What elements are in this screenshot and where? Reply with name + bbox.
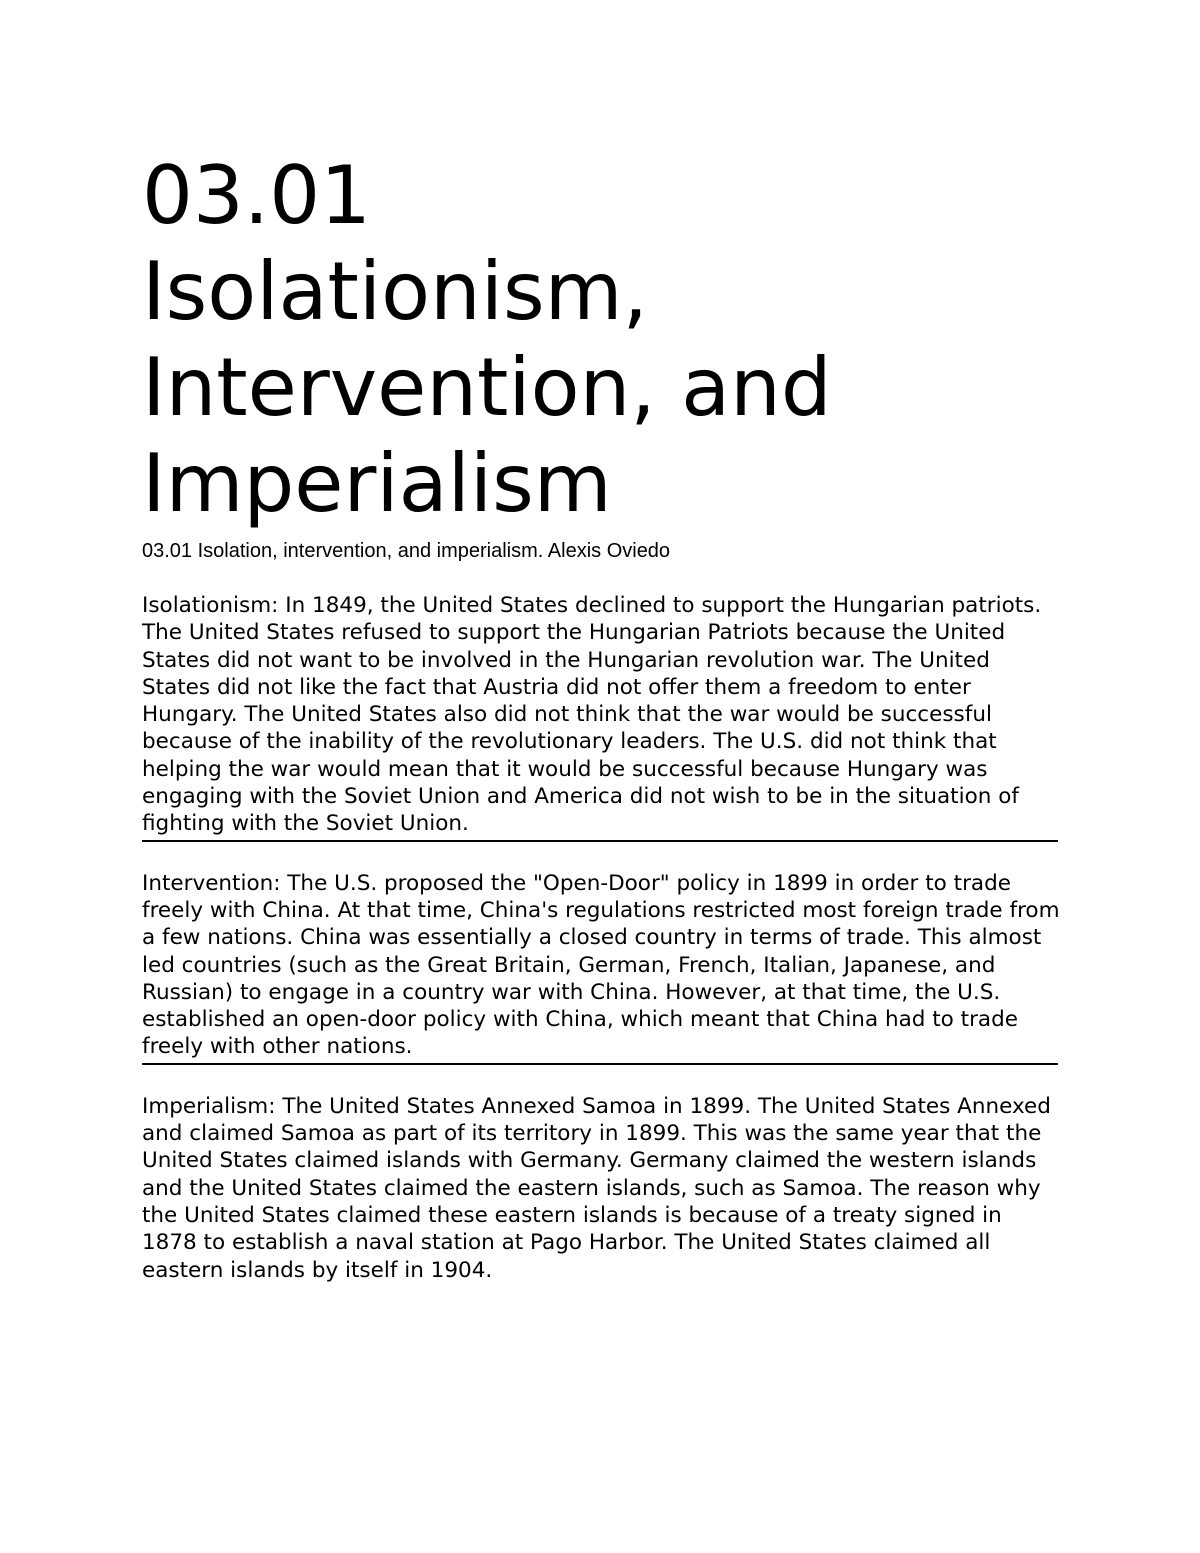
title-line-4: Imperialism [142, 437, 612, 530]
paragraph-intervention: Intervention: The U.S. proposed the "Open-Door" policy in 1899 in order to trade freely with China. At that time, China's regulations restricted most foreign trade from a few nations. China was essentially a closed country in terms of trade. This almost led countries (such as the Great Britain, German, French, Italian, Japanese, and Russian) to engage in a country war with China. However, at that time, the U.S. established an open-door policy with China, which meant that China had to trade freely with other nations. [142, 870, 1060, 1060]
document-page [142, 148, 1062, 1284]
document-title [142, 148, 1062, 532]
title-line-3: Intervention, and [142, 341, 832, 434]
title-line-2: Isolationism, [142, 245, 648, 338]
title-line-1: 03.01 [142, 149, 372, 242]
document-subtitle: 03.01 Isolation, intervention, and imperialism. Alexis Oviedo [142, 540, 671, 562]
paragraph-isolationism: Isolationism: In 1849, the United States declined to support the Hungarian patriots. The United States refused to support the Hungarian Patriots because the United States did not want to be involved in the Hungarian revolution war. The United States did not like the fact that Austria did not offer them a freedom to enter Hungary. The United States also did not think that the war would be successful because of the inability of the revolutionary leaders. The U.S. did not think that helping the war would mean that it would be successful because Hungary was engaging with the Soviet Union and America did not wish to be in the situation of fighting with the Soviet Union. [142, 593, 1042, 837]
paragraph-imperialism: Imperialism: The United States Annexed Samoa in 1899. The United States Annexed and claimed Samoa as part of its territory in 1899. This was the same year that the United States claimed islands with Germany. Germany claimed the western islands and the United States claimed the eastern islands, such as Samoa. The reason why the United States claimed these eastern islands is because of a treaty signed in 1878 to establish a naval station at Pago Harbor. The United States claimed all eastern islands by itself in 1904. [142, 1093, 1051, 1283]
